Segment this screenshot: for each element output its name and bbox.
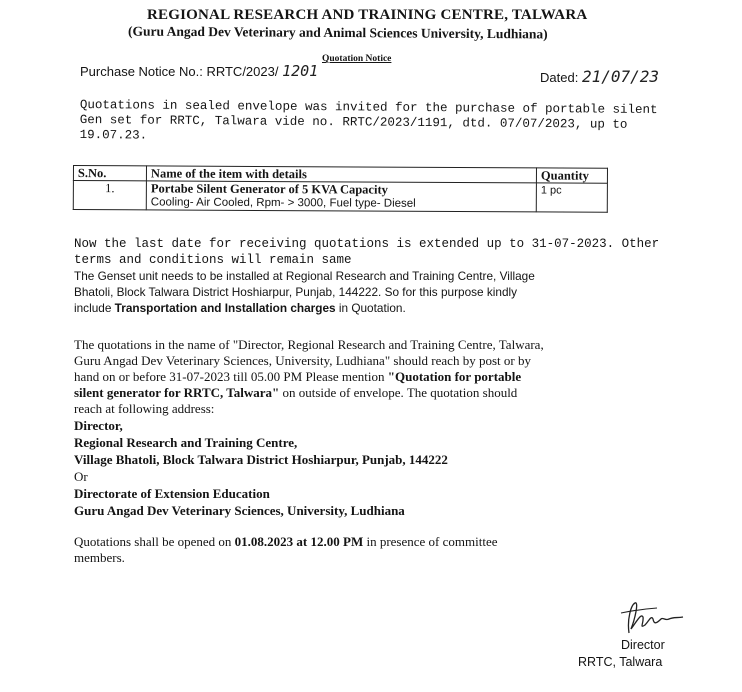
opening-text: Quotations shall be opened on: [74, 534, 235, 549]
submission-line: Guru Angad Dev Veterinary Sciences, University, Ludhiana" should reach by post or by: [74, 353, 531, 368]
submission-line: [74, 369, 544, 385]
header-quantity: Quantity: [536, 168, 607, 183]
install-text: in Quotation.: [335, 301, 406, 315]
item-name: Portabe Silent Generator of 5 KVA Capacity: [150, 181, 388, 197]
extension-paragraph: [74, 236, 659, 268]
opening-text: in presence of committee: [363, 534, 498, 549]
handwritten-signature: [617, 599, 687, 639]
intro-line: Quotations in sealed envelope was invited for the purchase of portable silent: [79, 98, 658, 118]
submission-line: The quotations in the name of "Director, Regional Research and Training Centre, Talwara,: [74, 337, 544, 352]
submission-line: [74, 385, 544, 401]
install-bold-text: Transportation and Installation charges: [114, 301, 336, 315]
table-row: [73, 181, 607, 213]
dated-label: Dated:: [540, 70, 579, 85]
purchase-notice-number: [80, 62, 318, 80]
submission-bold-text: silent generator for RRTC, Talwara": [74, 385, 280, 400]
cell-sno: 1.: [73, 181, 146, 210]
extension-line: terms and conditions will remain same: [74, 253, 352, 267]
install-line: Bhatoli, Block Talwara District Hoshiarpur, Punjab, 144222. So for this purpose kindly: [74, 285, 518, 299]
address-line: Directorate of Extension Education: [74, 486, 270, 501]
signatory-title: Director: [621, 638, 665, 652]
header-title: REGIONAL RESEARCH AND TRAINING CENTRE, TALWARA: [147, 7, 588, 23]
header-item-name: Name of the item with details: [146, 166, 536, 183]
submission-text: on outside of envelope. The quotation should: [279, 385, 518, 400]
opening-line: [74, 534, 498, 550]
cell-quantity: 1 pc: [536, 183, 607, 212]
address-line: Guru Angad Dev Veterinary Sciences, University, Ludhiana: [74, 503, 405, 518]
opening-paragraph: [74, 534, 498, 566]
address-line: Director,: [74, 418, 123, 433]
install-line: The Genset unit needs to be installed at Regional Research and Training Centre, Village: [74, 269, 535, 283]
signatory-office: RRTC, Talwara: [578, 655, 663, 669]
dated-handwritten: 21/07/23: [581, 67, 659, 86]
intro-paragraph: [80, 98, 658, 148]
address-block: [74, 417, 448, 519]
quotation-notice-heading: Quotation Notice: [322, 54, 392, 64]
notice-date: [540, 67, 659, 86]
header-sno: S.No.: [73, 166, 146, 181]
item-details: Cooling- Air Cooled, Rpm- > 3000, Fuel type- Diesel: [150, 196, 416, 210]
intro-line: Gen set for RRTC, Talwara vide no. RRTC/2023/1191, dtd. 07/07/2023, up to: [79, 112, 628, 132]
intro-line: 19.07.23.: [79, 127, 148, 143]
submission-text: hand on or before 31-07-2023 till 05.00 PM Please mention: [74, 369, 388, 384]
extension-line: Now the last date for receiving quotations is extended up to 31-07-2023. Other: [74, 237, 660, 251]
install-text: include: [74, 301, 115, 315]
submission-bold-text: "Quotation for portable: [387, 369, 522, 384]
purchase-notice-handwritten: 1201: [282, 62, 319, 80]
address-or: Or: [74, 469, 88, 484]
header-subtitle: (Guru Angad Dev Veterinary and Animal Sciences University, Ludhiana): [127, 23, 548, 42]
submission-paragraph: [74, 337, 544, 417]
items-table: [73, 165, 608, 213]
opening-line: members.: [74, 550, 125, 565]
opening-bold-text: 01.08.2023 at 12.00 PM: [234, 534, 364, 549]
address-line: Regional Research and Training Centre,: [74, 435, 298, 450]
purchase-notice-label: Purchase Notice No.: RRTC/2023/: [80, 64, 279, 79]
submission-line: reach at following address:: [74, 401, 215, 416]
cell-item: [146, 181, 536, 212]
install-line: [74, 300, 535, 316]
installation-paragraph: [74, 268, 535, 316]
address-line: Village Bhatoli, Block Talwara District Hoshiarpur, Punjab, 144222: [74, 452, 448, 467]
